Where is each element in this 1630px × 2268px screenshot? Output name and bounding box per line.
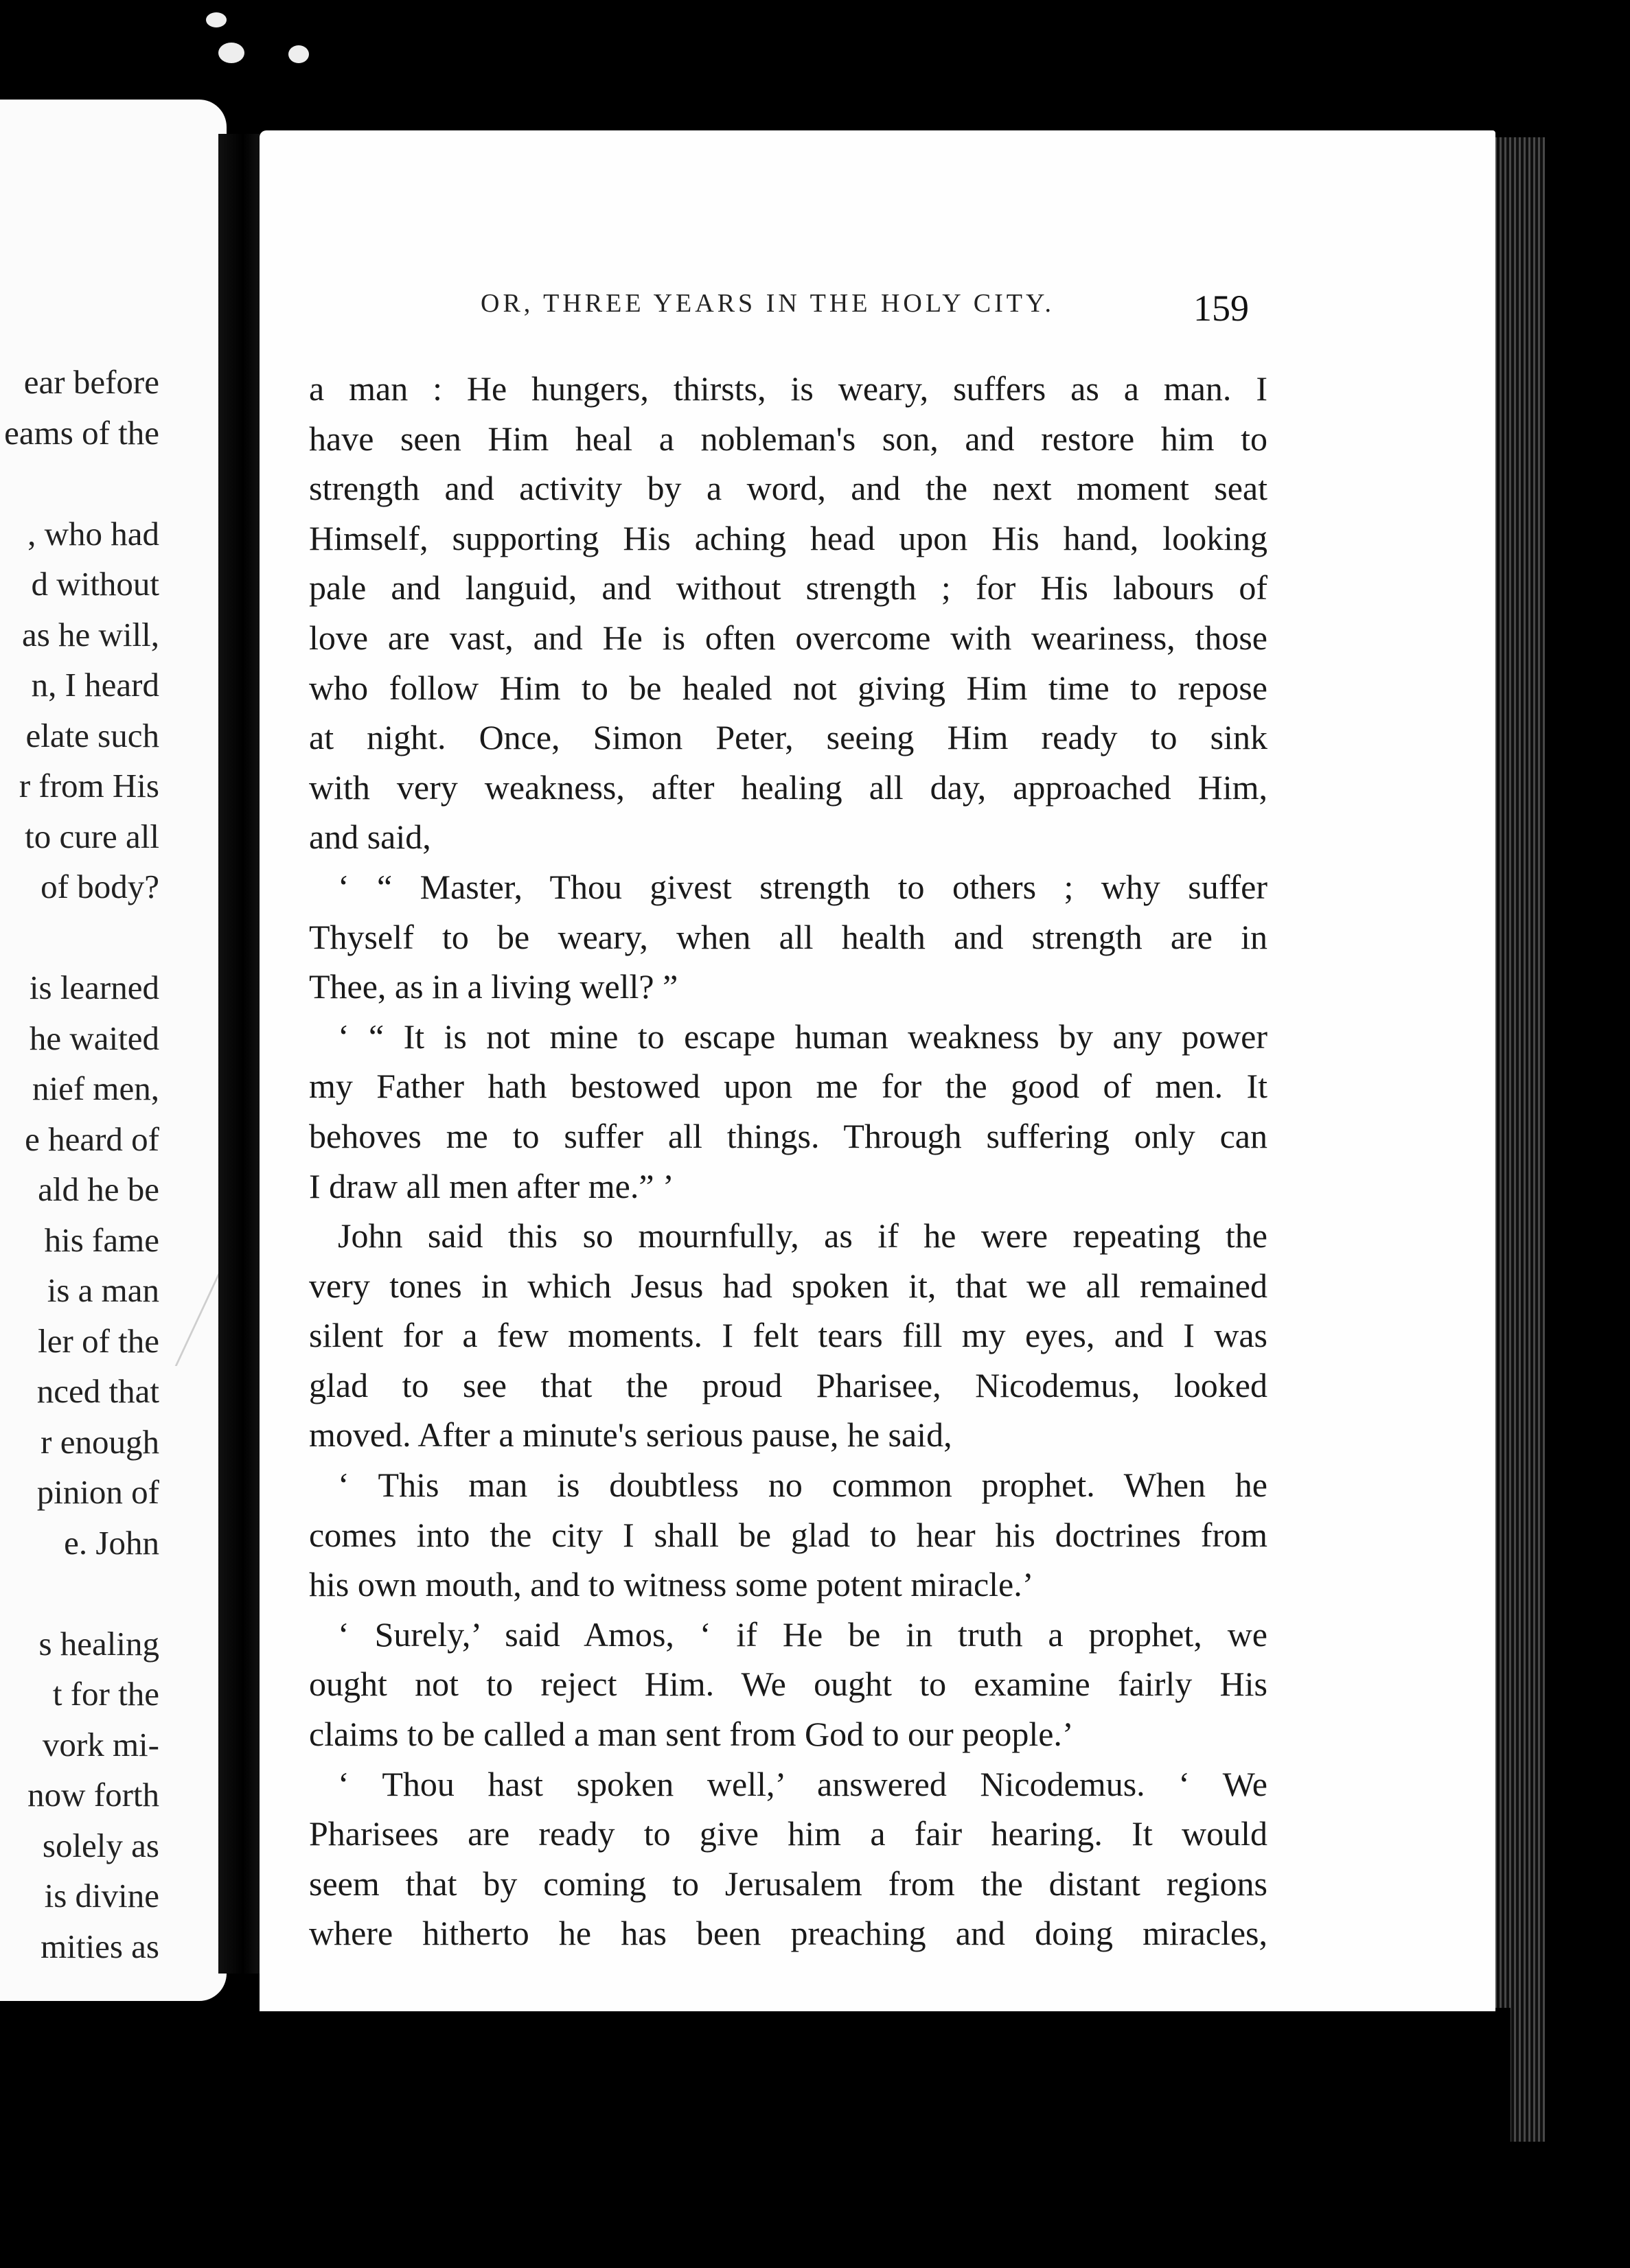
text-line: and said,	[309, 818, 431, 857]
facing-page-line: d without	[31, 565, 159, 603]
text-line: glad to see that the proud Pharisee, Nicodemus, looked	[309, 1365, 1267, 1404]
facing-page-line: ler of the	[38, 1321, 159, 1360]
facing-page-line: to cure all	[25, 817, 159, 855]
text-line: claims to be called a man sent from God to our people.’	[309, 1715, 1074, 1754]
facing-page-line: is a man	[47, 1271, 159, 1309]
text-line: Thyself to be weary, when all health and strength are in	[309, 917, 1267, 956]
text-line: ‘ “ It is not mine to escape human weakness by any power	[338, 1017, 1267, 1056]
text-line: ought not to reject Him. We ought to examine fairly His	[309, 1665, 1267, 1704]
scan-speck	[288, 45, 309, 63]
facing-page-line: , who had	[27, 514, 159, 553]
facing-page-line: he waited	[29, 1019, 159, 1057]
facing-page-line: e. John	[64, 1523, 159, 1562]
scan-speck	[218, 43, 244, 63]
facing-page-line: eams of the	[4, 413, 159, 452]
text-line: with very weakness, after healing all day, approached Him,	[309, 767, 1267, 807]
page-number: 159	[1193, 288, 1249, 329]
facing-page-line: ear before	[23, 363, 159, 401]
text-line: moved. After a minute's serious pause, he said,	[309, 1415, 952, 1455]
facing-page-line: nief men,	[32, 1069, 159, 1107]
book-gutter	[218, 134, 260, 1974]
facing-page-line: as he will,	[21, 615, 159, 653]
text-line: Thee, as in a living well? ”	[309, 967, 678, 1006]
facing-page-line: t for the	[52, 1675, 159, 1713]
facing-page-line: solely as	[42, 1826, 159, 1864]
text-line: seem that by coming to Jerusalem from the distant regions	[309, 1864, 1267, 1903]
bottom-shadow	[206, 2008, 1511, 2145]
text-line: silent for a few moments. I felt tears fill my eyes, and I was	[309, 1316, 1267, 1355]
text-line: ‘ This man is doubtless no common prophet. When he	[338, 1466, 1267, 1505]
page-edges	[1490, 137, 1545, 2142]
facing-page-line: mities as	[41, 1927, 159, 1965]
text-line: Pharisees are ready to give him a fair hearing. It would	[309, 1814, 1267, 1853]
text-line: at night. Once, Simon Peter, seeing Him ready to sink	[309, 718, 1267, 757]
text-line: Himself, supporting His aching head upon His hand, looking	[309, 518, 1267, 557]
facing-page-line: now forth	[27, 1776, 159, 1814]
facing-page-line: n, I heard	[31, 666, 159, 704]
text-line: behoves me to suffer all things. Through suffering only can	[309, 1116, 1267, 1155]
text-line: pale and languid, and without strength ; for His labours of	[309, 568, 1267, 608]
facing-page-line: r from His	[19, 767, 159, 805]
text-line: who follow Him to be healed not giving Him time to repose	[309, 668, 1267, 707]
text-line: very tones in which Jesus had spoken it, that we all remained	[309, 1266, 1267, 1305]
text-line: strength and activity by a word, and the next moment seat	[309, 469, 1267, 508]
text-line: John said this so mournfully, as if he were repeating the	[338, 1216, 1267, 1256]
text-line: ‘ Surely,’ said Amos, ‘ if He be in truth a prophet, we	[338, 1615, 1267, 1654]
facing-page-line: ald he be	[38, 1170, 159, 1208]
text-line: have seen Him heal a nobleman's son, and restore him to	[309, 419, 1267, 458]
facing-page-line: is divine	[44, 1877, 159, 1914]
body-text	[309, 364, 1267, 1958]
text-line: my Father hath bestowed upon me for the good of men. It	[309, 1067, 1267, 1106]
facing-page-line: elate such	[25, 716, 159, 754]
facing-page-line: pinion of	[36, 1473, 159, 1511]
facing-page-line: s healing	[38, 1624, 159, 1663]
facing-page-line: his fame	[44, 1220, 159, 1259]
text-line: a man : He hungers, thirsts, is weary, suffers as a man. I	[309, 369, 1267, 408]
text-line: comes into the city I shall be glad to hear his doctrines from	[309, 1515, 1267, 1554]
text-line: where hitherto he has been preaching and doing miracles,	[309, 1914, 1267, 1953]
text-line: I draw all men after me.” ’	[309, 1166, 674, 1205]
text-line: ‘ “ Master, Thou givest strength to others ; why suffer	[338, 867, 1267, 906]
facing-page-line: r enough	[41, 1422, 159, 1461]
text-line: love are vast, and He is often overcome with weariness, those	[309, 618, 1267, 657]
facing-page-line: is learned	[29, 969, 159, 1006]
facing-page-line: e heard of	[25, 1120, 159, 1158]
facing-page-line: vork mi-	[42, 1725, 159, 1763]
text-line: his own mouth, and to witness some potent miracle.’	[309, 1565, 1034, 1604]
text-line: ‘ Thou hast spoken well,’ answered Nicodemus. ‘ We	[338, 1764, 1267, 1803]
running-head: OR, THREE YEARS IN THE HOLY CITY.	[481, 289, 1055, 318]
facing-page-line: of body?	[41, 868, 159, 905]
facing-page-line: nced that	[36, 1372, 159, 1410]
scan-speck	[206, 12, 227, 27]
